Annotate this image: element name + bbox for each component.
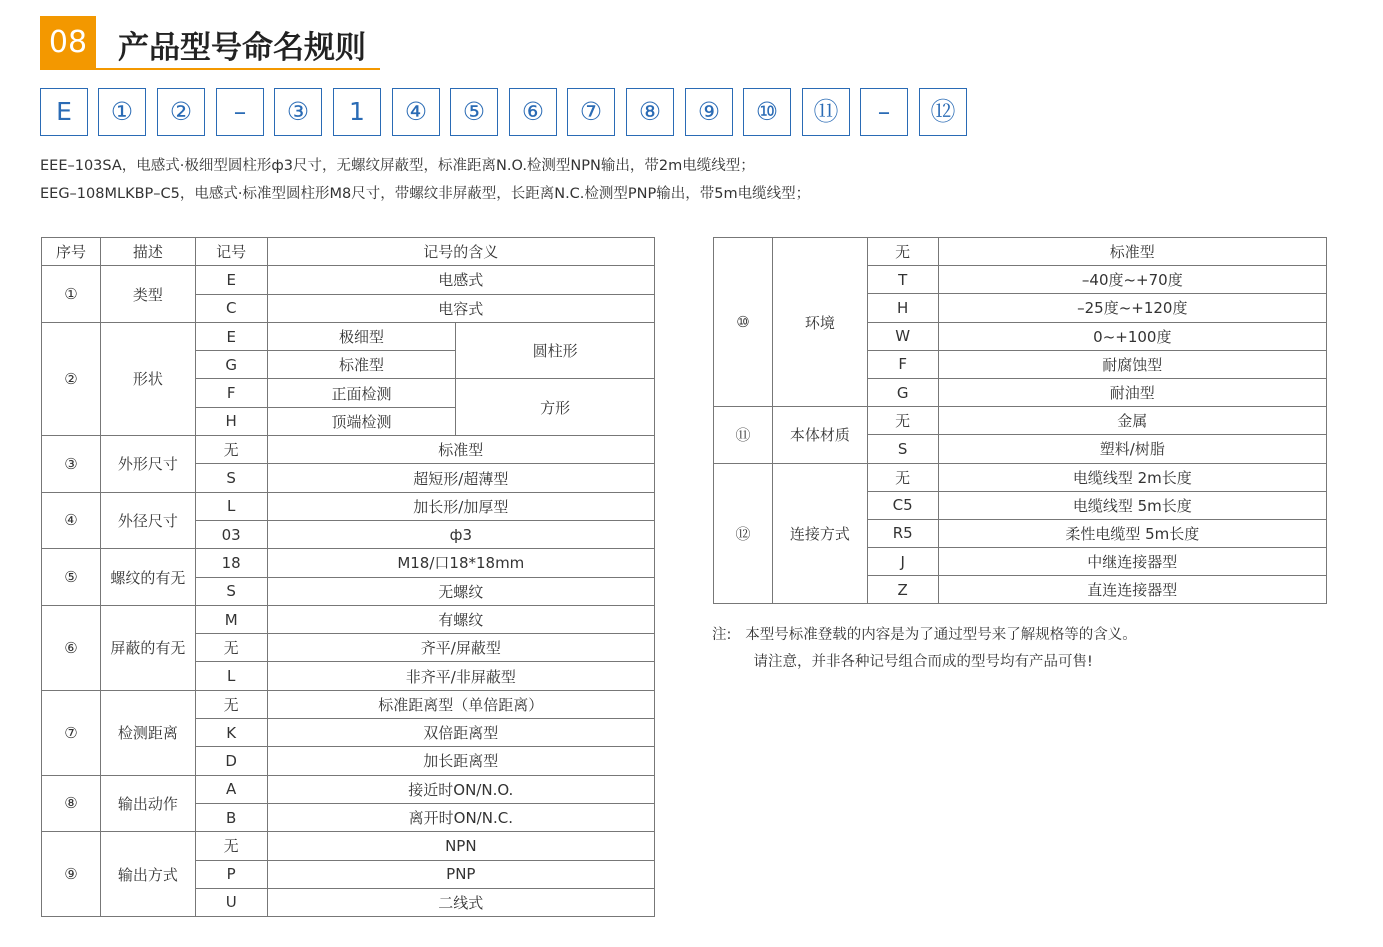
meaning-cell: 非齐平/非屏蔽型 (267, 662, 654, 690)
row-number: ⑧ (42, 775, 101, 832)
code-cell: L (195, 492, 267, 520)
code-cell: L (195, 662, 267, 690)
code-cell: C5 (867, 491, 938, 519)
meaning-cell: 方形 (456, 379, 655, 436)
code-cell: H (867, 294, 938, 322)
row-description: 螺纹的有无 (100, 549, 195, 606)
meaning-cell: 接近时ON/N.O. (267, 775, 654, 803)
code-cell: U (195, 888, 267, 916)
meaning-cell: PNP (267, 860, 654, 888)
table-row (42, 266, 655, 294)
code-cell: H (195, 407, 267, 435)
meaning-cell: ф3 (267, 520, 654, 548)
example-line: EEE–103SA，电感式·极细型圆柱形ф3尺寸，无螺纹屏蔽型，标准距离N.O.检测型NPN输出，带2m电缆线型； (40, 158, 755, 174)
code-box: – (860, 88, 908, 136)
code-box: ③ (274, 88, 322, 136)
meaning-cell: 圆柱形 (456, 322, 655, 379)
code-box: ⑥ (509, 88, 557, 136)
title-underline (40, 68, 380, 70)
row-description: 环境 (772, 238, 867, 407)
code-cell: W (867, 322, 938, 350)
code-cell: 无 (195, 634, 267, 662)
row-description: 本体材质 (772, 407, 867, 463)
naming-rule-table-left (41, 237, 655, 917)
code-cell: R5 (867, 519, 938, 547)
note-line: 注: 本型号标准登载的内容是为了通过型号来了解规格等的含义。 (712, 627, 1137, 643)
code-box: – (216, 88, 264, 136)
row-description: 连接方式 (772, 463, 867, 604)
meaning-cell: 耐油型 (938, 378, 1326, 406)
meaning-cell: 中继连接器型 (938, 548, 1326, 576)
row-number: ⑥ (42, 605, 101, 690)
meaning-cell: NPN (267, 832, 654, 860)
code-box: ⑦ (567, 88, 615, 136)
code-cell: S (867, 435, 938, 463)
meaning-cell: 柔性电缆型 5m长度 (938, 519, 1326, 547)
meaning-cell: 离开时ON/N.C. (267, 803, 654, 831)
table-header-row (42, 238, 655, 266)
table-row (714, 463, 1327, 491)
naming-rule-table-right (713, 237, 1327, 604)
code-cell: A (195, 775, 267, 803)
row-number: ⑨ (42, 832, 101, 917)
code-box: ⑧ (626, 88, 674, 136)
meaning-cell: 电缆线型 2m长度 (938, 463, 1326, 491)
table-row (714, 238, 1327, 266)
row-description: 屏蔽的有无 (100, 605, 195, 690)
code-box: ④ (392, 88, 440, 136)
table-row (42, 690, 655, 718)
table-row (42, 832, 655, 860)
code-box: 1 (333, 88, 381, 136)
table-row (42, 436, 655, 464)
code-cell: 无 (195, 690, 267, 718)
meaning-cell: 加长距离型 (267, 747, 654, 775)
row-description: 输出方式 (100, 832, 195, 917)
code-cell: B (195, 803, 267, 831)
code-cell: S (195, 577, 267, 605)
row-number: ⑤ (42, 549, 101, 606)
meaning-cell: 二线式 (267, 888, 654, 916)
row-number: ⑩ (714, 238, 773, 407)
meaning-cell: 正面检测 (267, 379, 456, 407)
code-cell: T (867, 266, 938, 294)
code-cell: G (867, 378, 938, 406)
meaning-cell: 0~+100度 (938, 322, 1326, 350)
meaning-cell: 标准型 (267, 351, 456, 379)
meaning-cell: M18/口18*18mm (267, 549, 654, 577)
meaning-cell: 无螺纹 (267, 577, 654, 605)
meaning-cell: 加长形/加厚型 (267, 492, 654, 520)
meaning-cell: 齐平/屏蔽型 (267, 634, 654, 662)
table-row (42, 322, 655, 350)
meaning-cell: 塑料/树脂 (938, 435, 1326, 463)
code-cell: 无 (867, 238, 938, 266)
code-cell: M (195, 605, 267, 633)
meaning-cell: 有螺纹 (267, 605, 654, 633)
code-cell: 无 (195, 436, 267, 464)
row-number: ④ (42, 492, 101, 549)
table-row (42, 775, 655, 803)
code-cell: 03 (195, 520, 267, 548)
code-box: E (40, 88, 88, 136)
code-cell: K (195, 719, 267, 747)
code-cell: Z (867, 576, 938, 604)
code-cell: P (195, 860, 267, 888)
code-box: ⑩ (743, 88, 791, 136)
code-cell: 无 (867, 407, 938, 435)
page-title: 产品型号命名规则 (118, 30, 366, 66)
code-box: ⑤ (450, 88, 498, 136)
meaning-cell: 标准型 (938, 238, 1326, 266)
meaning-cell: 电缆线型 5m长度 (938, 491, 1326, 519)
table-row (42, 492, 655, 520)
code-cell: 18 (195, 549, 267, 577)
section-number-badge: 08 (40, 16, 96, 70)
code-cell: E (195, 266, 267, 294)
meaning-cell: 耐腐蚀型 (938, 350, 1326, 378)
code-box: ② (157, 88, 205, 136)
row-number: ⑦ (42, 690, 101, 775)
column-header: 记号 (195, 238, 267, 266)
row-number: ⑫ (714, 463, 773, 604)
row-description: 外形尺寸 (100, 436, 195, 493)
note-line: 请注意，并非各种记号组合而成的型号均有产品可售! (712, 654, 1093, 670)
code-box: ⑨ (685, 88, 733, 136)
table-row (714, 407, 1327, 435)
row-number: ① (42, 266, 101, 323)
code-cell: D (195, 747, 267, 775)
column-header: 记号的含义 (267, 238, 654, 266)
example-line: EEG–108MLKBP–C5，电感式·标准型圆柱形M8尺寸，带螺纹非屏蔽型，长距离N.C.检测型PNP输出，带5m电缆线型； (40, 186, 811, 202)
row-number: ⑪ (714, 407, 773, 463)
meaning-cell: 电容式 (267, 294, 654, 322)
code-cell: 无 (867, 463, 938, 491)
row-description: 检测距离 (100, 690, 195, 775)
meaning-cell: 超短形/超薄型 (267, 464, 654, 492)
code-cell: 无 (195, 832, 267, 860)
code-cell: F (195, 379, 267, 407)
meaning-cell: 极细型 (267, 322, 456, 350)
meaning-cell: 顶端检测 (267, 407, 456, 435)
meaning-cell: 金属 (938, 407, 1326, 435)
code-cell: S (195, 464, 267, 492)
meaning-cell: 标准型 (267, 436, 654, 464)
table-row (42, 605, 655, 633)
table-row (42, 549, 655, 577)
code-box: ⑪ (802, 88, 850, 136)
row-number: ② (42, 322, 101, 435)
meaning-cell: 直连连接器型 (938, 576, 1326, 604)
column-header: 描述 (100, 238, 195, 266)
code-cell: C (195, 294, 267, 322)
meaning-cell: 标准距离型（单倍距离） (267, 690, 654, 718)
meaning-cell: –40度~+70度 (938, 266, 1326, 294)
meaning-cell: 双倍距离型 (267, 719, 654, 747)
row-description: 类型 (100, 266, 195, 323)
code-cell: F (867, 350, 938, 378)
meaning-cell: 电感式 (267, 266, 654, 294)
code-box: ⑫ (919, 88, 967, 136)
code-box: ① (98, 88, 146, 136)
row-description: 外径尺寸 (100, 492, 195, 549)
row-number: ③ (42, 436, 101, 493)
column-header: 序号 (42, 238, 101, 266)
code-cell: G (195, 351, 267, 379)
row-description: 输出动作 (100, 775, 195, 832)
code-cell: J (867, 548, 938, 576)
code-cell: E (195, 322, 267, 350)
meaning-cell: –25度~+120度 (938, 294, 1326, 322)
row-description: 形状 (100, 322, 195, 435)
